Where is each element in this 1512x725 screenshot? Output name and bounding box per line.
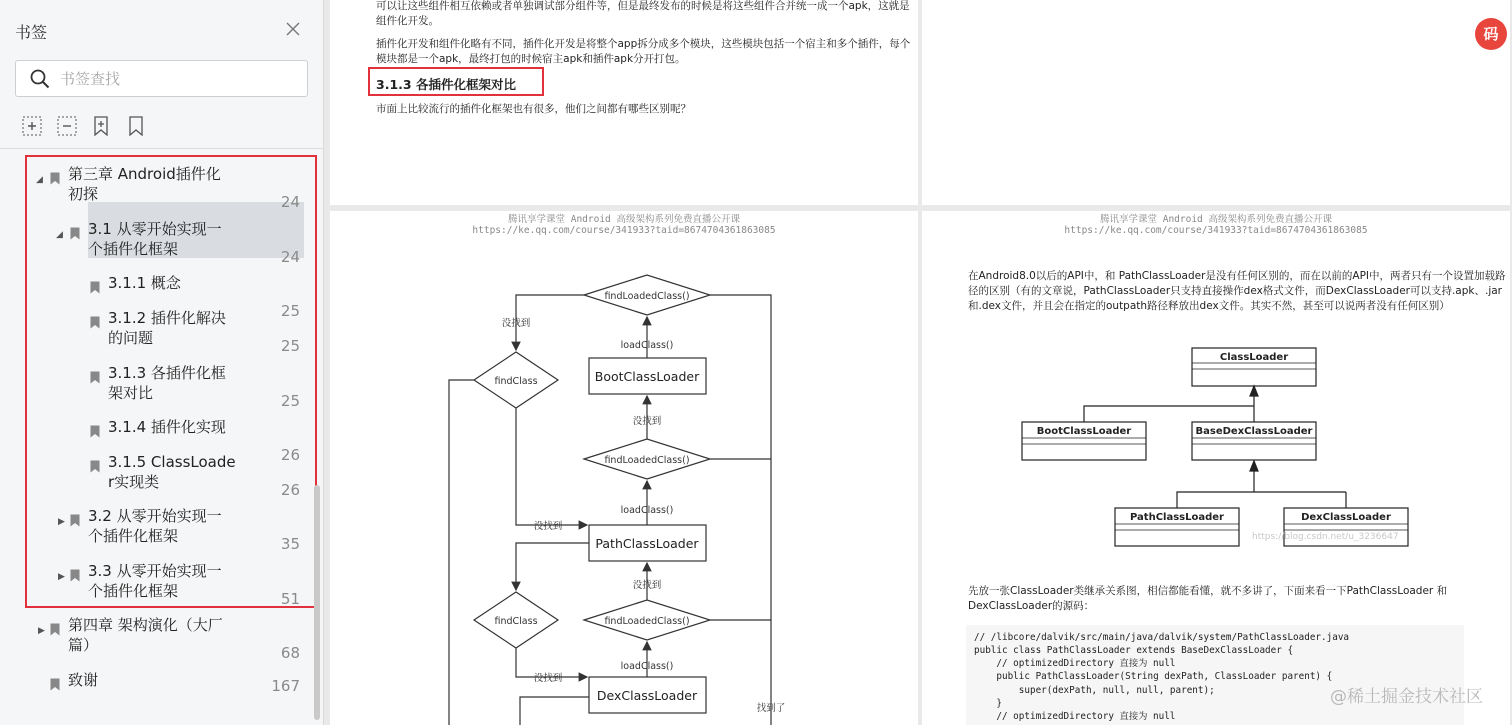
code-line: public PathClassLoader(String dexPath, ClassLoader parent) { — [974, 671, 1333, 682]
document-view — [324, 0, 1512, 725]
bookmark-panel — [0, 0, 324, 725]
class-box-label: ClassLoader — [1219, 352, 1289, 363]
class-box-label: BaseDexClassLoader — [1195, 426, 1313, 437]
watermark-line: https://ke.qq.com/course/341933?taid=8674704361863085 — [472, 225, 776, 236]
bookmark-label: 第四章 架构演化（大厂 — [68, 616, 223, 634]
flow-label: 没找到 — [533, 521, 563, 532]
code-line: public class PathClassLoader extends BaseDexClassLoader { — [974, 645, 1294, 656]
paragraph: DexClassLoader的源码： — [968, 600, 1095, 612]
bookmark-label: 3.1 从零开始实现一 — [88, 220, 222, 238]
page-number: 51 — [280, 590, 300, 608]
flow-label: findClass — [494, 616, 538, 627]
flow-label: findClass — [494, 376, 538, 387]
bookmark-label: 致谢 — [68, 671, 99, 689]
float-action-button[interactable]: 码 — [1475, 18, 1507, 50]
bookmark-item-chapter4[interactable] — [36, 615, 300, 662]
bookmark-icon[interactable] — [126, 116, 146, 136]
bookmark-label: 3.1.5 ClassLoade — [108, 453, 236, 471]
bookmark-label-cont: 个插件化框架 — [88, 582, 179, 600]
bookmark-label: 第三章 Android插件化 — [68, 165, 221, 183]
search-icon — [30, 69, 50, 89]
bookmark-label-cont: 个插件化框架 — [88, 527, 179, 545]
paragraph: 先放一张ClassLoader类继承关系图，相信都能看懂，就不多讲了，下面来看一下PathClassLoader 和 — [968, 585, 1448, 597]
bookmark-icon — [90, 316, 100, 329]
paragraph: 模块都是一个apk，最终打包的时候宿主apk和插件apk分开打包。 — [376, 53, 686, 65]
page-top-right — [922, 0, 1510, 205]
bookmark-label-cont: 个插件化框架 — [88, 240, 179, 258]
bookmark-label: 3.3 从零开始实现一 — [88, 562, 222, 580]
bookmark-icon — [70, 227, 80, 240]
class-box-label: DexClassLoader — [1301, 512, 1391, 523]
bookmark-icon — [90, 425, 100, 438]
code-line: super(dexPath, null, null, parent); — [974, 685, 1215, 696]
close-icon[interactable] — [284, 20, 302, 38]
bookmark-item-3-1-2[interactable] — [88, 308, 300, 355]
class-box-label: PathClassLoader — [1130, 512, 1224, 523]
bookmark-label-cont: r实现类 — [108, 473, 160, 491]
bookmark-item-chapter3[interactable] — [36, 164, 300, 211]
bookmark-icon — [70, 514, 80, 527]
bookmark-label: 3.1.4 插件化实现 — [108, 418, 226, 436]
bookmark-icon — [50, 678, 60, 691]
box-label: BootClassLoader — [594, 369, 700, 384]
bookmark-icon — [90, 371, 100, 384]
bookmark-label-cont: 架对比 — [108, 384, 154, 402]
section-heading: 3.1.3 各插件化框架对比 — [376, 77, 516, 92]
bookmark-item-acknowledgements[interactable] — [36, 670, 300, 714]
page-number: 25 — [280, 337, 300, 355]
bookmark-label: 3.1.1 概念 — [108, 274, 181, 292]
bookmark-icon — [90, 281, 100, 294]
bookmark-item-3-1[interactable] — [56, 219, 300, 266]
watermark-line: 腾讯享学课堂 Android 高级架构系列免费直播公开课 — [1100, 214, 1332, 225]
class-hierarchy-diagram — [922, 336, 1510, 596]
bookmark-label-cont: 篇） — [68, 636, 99, 654]
site-watermark: @稀土掘金技术社区 — [1330, 687, 1483, 707]
paragraph: 市面上比较流行的插件化框架也有很多，他们之间都有哪些区别呢？ — [376, 103, 691, 115]
bookmark-icon — [90, 460, 100, 473]
code-line: // /libcore/dalvik/src/main/java/dalvik/system/PathClassLoader.java — [974, 632, 1350, 643]
paragraph: 插件化开发和组件化略有不同，插件化开发是将整个app拆分成多个模块，这些模块包括一个宿主和多个插件，每个 — [376, 38, 911, 50]
bookmark-item-3-3[interactable] — [56, 561, 300, 608]
flow-label: loadClass() — [620, 340, 674, 351]
page-number: 25 — [280, 392, 300, 410]
page-bottom-left — [330, 211, 918, 725]
flow-label: loadClass() — [620, 505, 674, 516]
box-label: DexClassLoader — [596, 688, 698, 703]
bookmark-search-input[interactable] — [60, 67, 300, 91]
flow-label: 找到了 — [756, 703, 786, 714]
scrollbar[interactable] — [314, 485, 320, 720]
divider — [0, 148, 323, 149]
bookmark-search-box[interactable] — [15, 60, 308, 97]
bookmark-label: 3.1.3 各插件化框 — [108, 364, 226, 382]
flow-label: findLoadedClass() — [604, 291, 690, 302]
code-line: } — [974, 698, 1002, 709]
page-bottom-right — [922, 211, 1510, 725]
box-label: PathClassLoader — [595, 536, 699, 551]
paragraph: 可以让这些组件相互依赖或者单独调试部分组件等，但是最终发布的时候是将这些组件合并统一成一个apk，这就是 — [376, 0, 910, 12]
paragraph: 和.dex文件，并且会在指定的outpath路径释放出dex文件。其实不然，甚至可以说两者没有任何区别） — [968, 300, 1450, 312]
expand-arrow-icon[interactable]: ▶ — [58, 517, 65, 527]
code-line: // optimizedDirectory 直接为 null — [974, 711, 1176, 722]
collapse-arrow-icon[interactable]: ◢ — [36, 175, 43, 185]
paragraph: 径的区别（有的文章说，PathClassLoader只支持直接操作dex格式文件，而DexClassLoader可以支持.apk、.jar — [968, 285, 1502, 297]
bookmark-label: 3.2 从零开始实现一 — [88, 507, 222, 525]
bookmark-item-3-1-5[interactable] — [88, 452, 300, 499]
blog-watermark: https://blog.csdn.net/u_3236647 — [1252, 532, 1399, 542]
add-bookmark-icon[interactable] — [91, 116, 111, 136]
classloader-flowchart — [330, 211, 918, 725]
flow-label: 没找到 — [533, 673, 563, 684]
page-number: 167 — [271, 677, 300, 695]
page-number: 24 — [280, 248, 300, 266]
page-number: 24 — [280, 193, 300, 211]
bookmark-icon — [70, 569, 80, 582]
bookmark-item-3-1-3[interactable] — [88, 363, 300, 410]
page-number: 68 — [280, 644, 300, 662]
expand-arrow-icon[interactable]: ▶ — [38, 626, 45, 636]
page-number: 25 — [280, 302, 300, 320]
flow-label: 没找到 — [632, 580, 662, 591]
watermark-line: https://ke.qq.com/course/341933?taid=8674704361863085 — [1064, 225, 1368, 236]
flow-label: 没找到 — [501, 318, 531, 329]
bookmark-label-cont: 的问题 — [108, 329, 154, 347]
bookmark-icon — [50, 623, 60, 636]
expand-all-icon[interactable] — [22, 116, 42, 136]
flow-label: 没找到 — [632, 416, 662, 427]
panel-title: 书签 — [15, 23, 48, 42]
page-number: 26 — [280, 481, 300, 499]
flow-label: findLoadedClass() — [604, 455, 690, 466]
flow-label: loadClass() — [620, 661, 674, 672]
collapse-all-icon[interactable] — [57, 116, 77, 136]
bookmark-item-3-2[interactable] — [56, 506, 300, 553]
page-top-left — [330, 0, 918, 205]
watermark-line: 腾讯享学课堂 Android 高级架构系列免费直播公开课 — [508, 214, 740, 225]
bookmark-label-cont: 初探 — [68, 185, 99, 203]
bookmark-label: 3.1.2 插件化解决 — [108, 309, 226, 327]
paragraph: 组件化开发。 — [376, 15, 439, 27]
page-number: 35 — [280, 535, 300, 553]
code-line: // optimizedDirectory 直接为 null — [974, 658, 1176, 669]
paragraph: 在Android8.0以后的API中，和 PathClassLoader是没有任何区别的，而在以前的API中，两者只有一个设置加载路 — [968, 270, 1506, 282]
collapse-arrow-icon[interactable]: ◢ — [56, 230, 63, 240]
expand-arrow-icon[interactable]: ▶ — [58, 572, 65, 582]
class-box-label: BootClassLoader — [1036, 426, 1132, 437]
flow-label: findLoadedClass() — [604, 616, 690, 627]
page-number: 26 — [280, 446, 300, 464]
bookmark-icon — [50, 172, 60, 185]
